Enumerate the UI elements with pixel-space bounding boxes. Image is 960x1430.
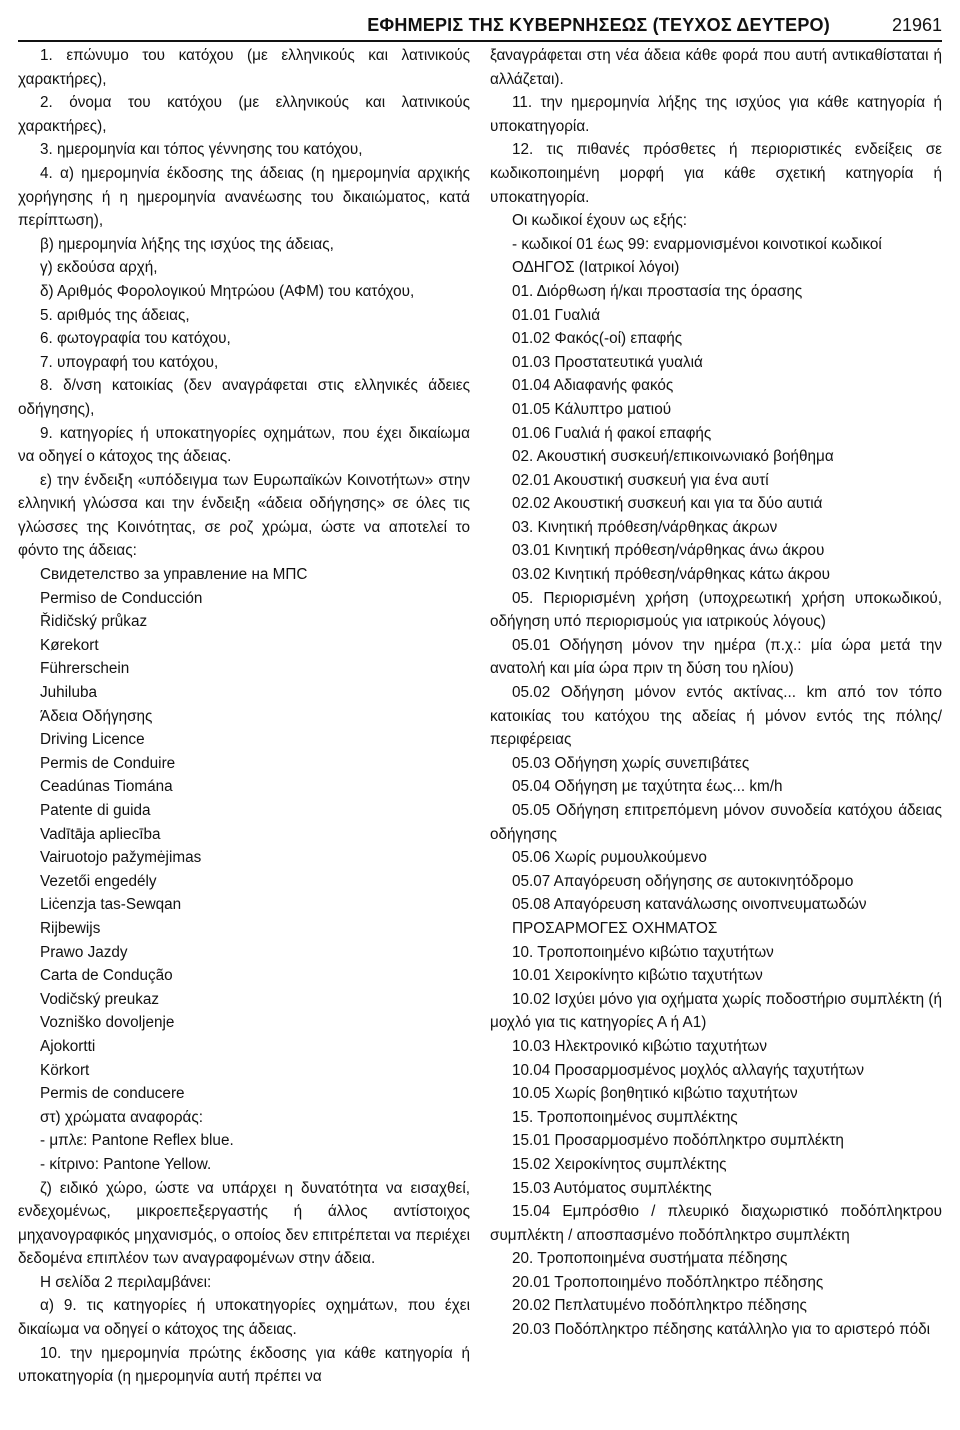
code-item: 01.03 Προστατευτικά γυαλιά: [512, 353, 703, 371]
licence-title: Liċenzja tas-Sewqan: [40, 896, 182, 914]
code-item: 05.05 Οδήγηση επιτρεπόμενη μόνον συνοδεία κατόχου άδειας οδήγησης: [490, 802, 942, 843]
licence-title: Άδεια Οδήγησης: [40, 707, 153, 725]
paragraph: α) 9. τις κατηγορίες ή υποκατηγορίες οχημάτων, που έχει δικαίωμα να οδηγεί ο κάτοχος της άδειας.: [18, 1297, 470, 1339]
right-column: [490, 44, 942, 1389]
paragraph: - κίτρινο: Pantone Yellow.: [40, 1155, 212, 1173]
code-item: 10.01 Χειροκίνητο κιβώτιο ταχυτήτων: [512, 967, 763, 985]
paragraph: 5. αριθμός της άδειας,: [40, 306, 190, 324]
licence-title: Ceadúnas Tiomána: [40, 778, 173, 796]
licence-title: Rijbewijs: [40, 919, 101, 937]
code-item: 20. Τροποποιημένα συστήματα πέδησης: [512, 1250, 788, 1268]
paragraph: ξαναγράφεται στη νέα άδεια κάθε φορά που αυτή αντικαθίσταται ή αλλάζεται).: [490, 47, 942, 88]
paragraph: 6. φωτογραφία του κατόχου,: [40, 330, 231, 348]
page-header: [18, 0, 942, 36]
licence-title: Juhiluba: [40, 684, 97, 702]
code-item: 05.03 Οδήγηση χωρίς συνεπιβάτες: [512, 754, 750, 772]
licence-title: Vozniško dovoljenje: [40, 1014, 175, 1032]
paragraph: στ) χρώματα αναφοράς:: [40, 1108, 204, 1126]
code-item: 10.02 Ισχύει μόνο για οχήματα χωρίς ποδοστήριο συμπλέκτη (ή μοχλό για τις κατηγορίες Α ή Α1): [490, 990, 942, 1032]
code-item: 01.01 Γυαλιά: [512, 306, 601, 324]
code-item: 03.01 Κινητική πρόθεση/νάρθηκας άνω άκρου: [512, 542, 825, 560]
licence-title: Vodičský preukaz: [40, 990, 160, 1008]
code-item: 20.01 Τροποποιημένο ποδόπληκτρο πέδησης: [512, 1273, 824, 1291]
code-item: 03.02 Κινητική πρόθεση/νάρθηκας κάτω άκρου: [512, 566, 830, 584]
paragraph: ε) την ένδειξη «υπόδειγμα των Ευρωπαϊκών Κοινοτήτων» στην ελληνική γλώσσα και την ένδειξη «άδεια οδήγησης» σε όλες τις γλώσσες της Κοινότητας, σε ροζ χρώμα, ώστε να αποτελεί το φόντο της άδειας:: [18, 471, 470, 560]
code-item: 20.02 Πεπλατυμένο ποδόπληκτρο πέδησης: [512, 1297, 807, 1315]
paragraph: 11. την ημερομηνία λήξης της ισχύος για κάθε κατηγορία ή υποκατηγορία.: [490, 94, 942, 135]
header-rule: [18, 40, 942, 42]
code-item: 15.02 Χειροκίνητος συμπλέκτης: [512, 1155, 727, 1173]
paragraph: 7. υπογραφή του κατόχου,: [40, 353, 219, 371]
code-item: 02.01 Ακουστική συσκευή για ένα αυτί: [512, 471, 769, 489]
code-item: 05.08 Απαγόρευση κατανάλωσης οινοπνευματωδών: [512, 896, 867, 914]
licence-title: Permis de conducere: [40, 1085, 185, 1103]
licence-title: Řidičský průkaz: [40, 613, 148, 631]
paragraph: δ) Αριθμός Φορολογικού Μητρώου (ΑΦΜ) του κατόχου,: [40, 282, 415, 300]
paragraph: 1. επώνυμο του κατόχου (με ελληνικούς και λατινικούς χαρακτήρες),: [18, 47, 470, 88]
licence-title: Permis de Conduire: [40, 754, 176, 772]
licence-title: Vairuotojo pažymėjimas: [40, 849, 202, 867]
code-item: 05.06 Χωρίς ρυμουλκούμενο: [512, 849, 707, 867]
paragraph: 10. την ημερομηνία πρώτης έκδοσης για κάθε κατηγορία ή υποκατηγορία (η ημερομηνία αυτή πρέπει να: [18, 1344, 470, 1386]
code-item: 05.07 Απαγόρευση οδήγησης σε αυτοκινητόδρομο: [512, 872, 854, 890]
paragraph: 9. κατηγορίες ή υποκατηγορίες οχημάτων, που έχει δικαίωμα να οδηγεί ο κάτοχος της άδειας.: [18, 424, 470, 466]
paragraph: Οι κωδικοί έχουν ως εξής:: [512, 212, 688, 230]
code-item: 20.03 Ποδόπληκτρο πέδησης κατάλληλο για το αριστερό πόδι: [512, 1321, 931, 1339]
code-item: 01. Διόρθωση ή/και προστασία της όρασης: [512, 282, 803, 300]
paragraph: ζ) ειδικό χώρο, ώστε να υπάρχει η δυνατότητα να εισαχθεί, ενδεχομένως, μικροεπεξεργαστής ή άλλος αντίστοιχος μηχανογραφικός μηχανισμός, ο οποίος δεν επιτρέπεται να περιέχει δεδομένα επιπλέον των αναγραφομένων στην άδεια.: [18, 1179, 470, 1268]
code-item: 02. Ακουστική συσκευή/επικοινωνιακό βοήθημα: [512, 448, 834, 466]
code-item: 10.05 Χωρίς βοηθητικό κιβώτιο ταχυτήτων: [512, 1085, 798, 1103]
two-column-body: [18, 44, 942, 1389]
code-item: 01.06 Γυαλιά ή φακοί επαφής: [512, 424, 712, 442]
licence-title: Führerschein: [40, 660, 130, 678]
code-item: 10.04 Προσαρμοσμένος μοχλός αλλαγής ταχυτήτων: [512, 1061, 864, 1079]
paragraph: 12. τις πιθανές πρόσθετες ή περιοριστικές ενδείξεις σε κωδικοποιημένη μορφή για κάθε σχετική κατηγορία ή υποκατηγορία.: [490, 141, 942, 206]
paragraph: Η σελίδα 2 περιλαμβάνει:: [40, 1273, 212, 1291]
licence-title: Körkort: [40, 1061, 90, 1079]
paragraph: 4. α) ημερομηνία έκδοσης της άδειας (η ημερομηνία αρχικής χορήγησης ή η ημερομηνία ανανέωσης του δικαιώματος, κατά περίπτωση),: [18, 164, 470, 230]
gazette-title: ΕΦΗΜΕΡΙΣ ΤΗΣ ΚΥΒΕΡΝΗΣΕΩΣ (ΤΕΥΧΟΣ ΔΕΥΤΕΡΟ): [367, 15, 830, 35]
code-item: 05.01 Οδήγηση μόνον την ημέρα (π.χ.: μία ώρα μετά την ανατολή και μία ώρα πριν τη δύση του ηλίου): [490, 636, 942, 678]
code-item: 01.02 Φακός(-οί) επαφής: [512, 330, 683, 348]
code-item: 10.03 Ηλεκτρονικό κιβώτιο ταχυτήτων: [512, 1037, 768, 1055]
page-number: 21961: [891, 15, 942, 35]
licence-title: Свидетелство за управление на МПС: [40, 566, 308, 584]
left-column: [18, 44, 470, 1389]
licence-title-list: [18, 563, 470, 1106]
code-item: 15.03 Αυτόματος συμπλέκτης: [512, 1179, 712, 1197]
paragraph: 8. δ/νση κατοικίας (δεν αναγράφεται στις ελληνικές άδειες οδήγησης),: [18, 377, 470, 418]
code-item: 03. Κινητική πρόθεση/νάρθηκας άκρων: [512, 518, 778, 536]
section-heading: ΟΔΗΓΟΣ (Ιατρικοί λόγοι): [512, 259, 680, 277]
licence-title: Permiso de Conducción: [40, 589, 203, 607]
code-item: 15.04 Εμπρόσθιο / πλευρικό διαχωριστικό ποδόπληκτρου συμπλέκτη / αποσπασμένο ποδόπληκτρο συμπλέκτη: [490, 1203, 942, 1244]
licence-title: Prawo Jazdy: [40, 943, 128, 961]
code-item: 05. Περιορισμένη χρήση (υποχρεωτική χρήση υποκωδικού, οδήγηση υπό περιορισμούς για ιατρικούς λόγους): [490, 589, 942, 631]
licence-title: Carta de Condução: [40, 967, 173, 985]
code-item: 02.02 Ακουστική συσκευή και για τα δύο αυτιά: [512, 495, 823, 513]
licence-title: Vadītāja apliecība: [40, 825, 161, 843]
code-item: 15. Τροποποιημένος συμπλέκτης: [512, 1108, 738, 1126]
code-item: 01.05 Κάλυπτρο ματιού: [512, 400, 672, 418]
licence-title: Patente di guida: [40, 802, 151, 819]
licence-title: Driving Licence: [40, 731, 145, 749]
paragraph: - κωδικοί 01 έως 99: εναρμονισμένοι κοινοτικοί κωδικοί: [512, 235, 882, 253]
section-heading: ΠΡΟΣΑΡΜΟΓΕΣ ΟΧΗΜΑΤΟΣ: [512, 919, 718, 937]
paragraph: 3. ημερομηνία και τόπος γέννησης του κατόχου,: [40, 141, 363, 159]
code-item: 05.04 Οδήγηση με ταχύτητα έως... km/h: [512, 778, 783, 796]
licence-title: Kørekort: [40, 636, 99, 654]
paragraph: - μπλε: Pantone Reflex blue.: [40, 1132, 234, 1150]
licence-title: Vezetői engedély: [40, 872, 157, 890]
code-item: 10. Τροποποιημένο κιβώτιο ταχυτήτων: [512, 943, 774, 961]
code-item: 01.04 Αδιαφανής φακός: [512, 377, 674, 395]
code-item: 15.01 Προσαρμοσμένο ποδόπληκτρο συμπλέκτη: [512, 1132, 844, 1150]
licence-title: Ajokortti: [40, 1037, 96, 1055]
code-item: 05.02 Οδήγηση μόνον εντός ακτίνας... km από τον τόπο κατοικίας του κατόχου της αδείας ή μόνον εντός της πόλης/περιφέρειας: [490, 684, 942, 749]
paragraph: 2. όνομα του κατόχου (με ελληνικούς και λατινικούς χαρακτήρες),: [18, 94, 470, 135]
paragraph: β) ημερομηνία λήξης της ισχύος της άδειας,: [40, 235, 334, 253]
paragraph: γ) εκδούσα αρχή,: [40, 259, 158, 277]
